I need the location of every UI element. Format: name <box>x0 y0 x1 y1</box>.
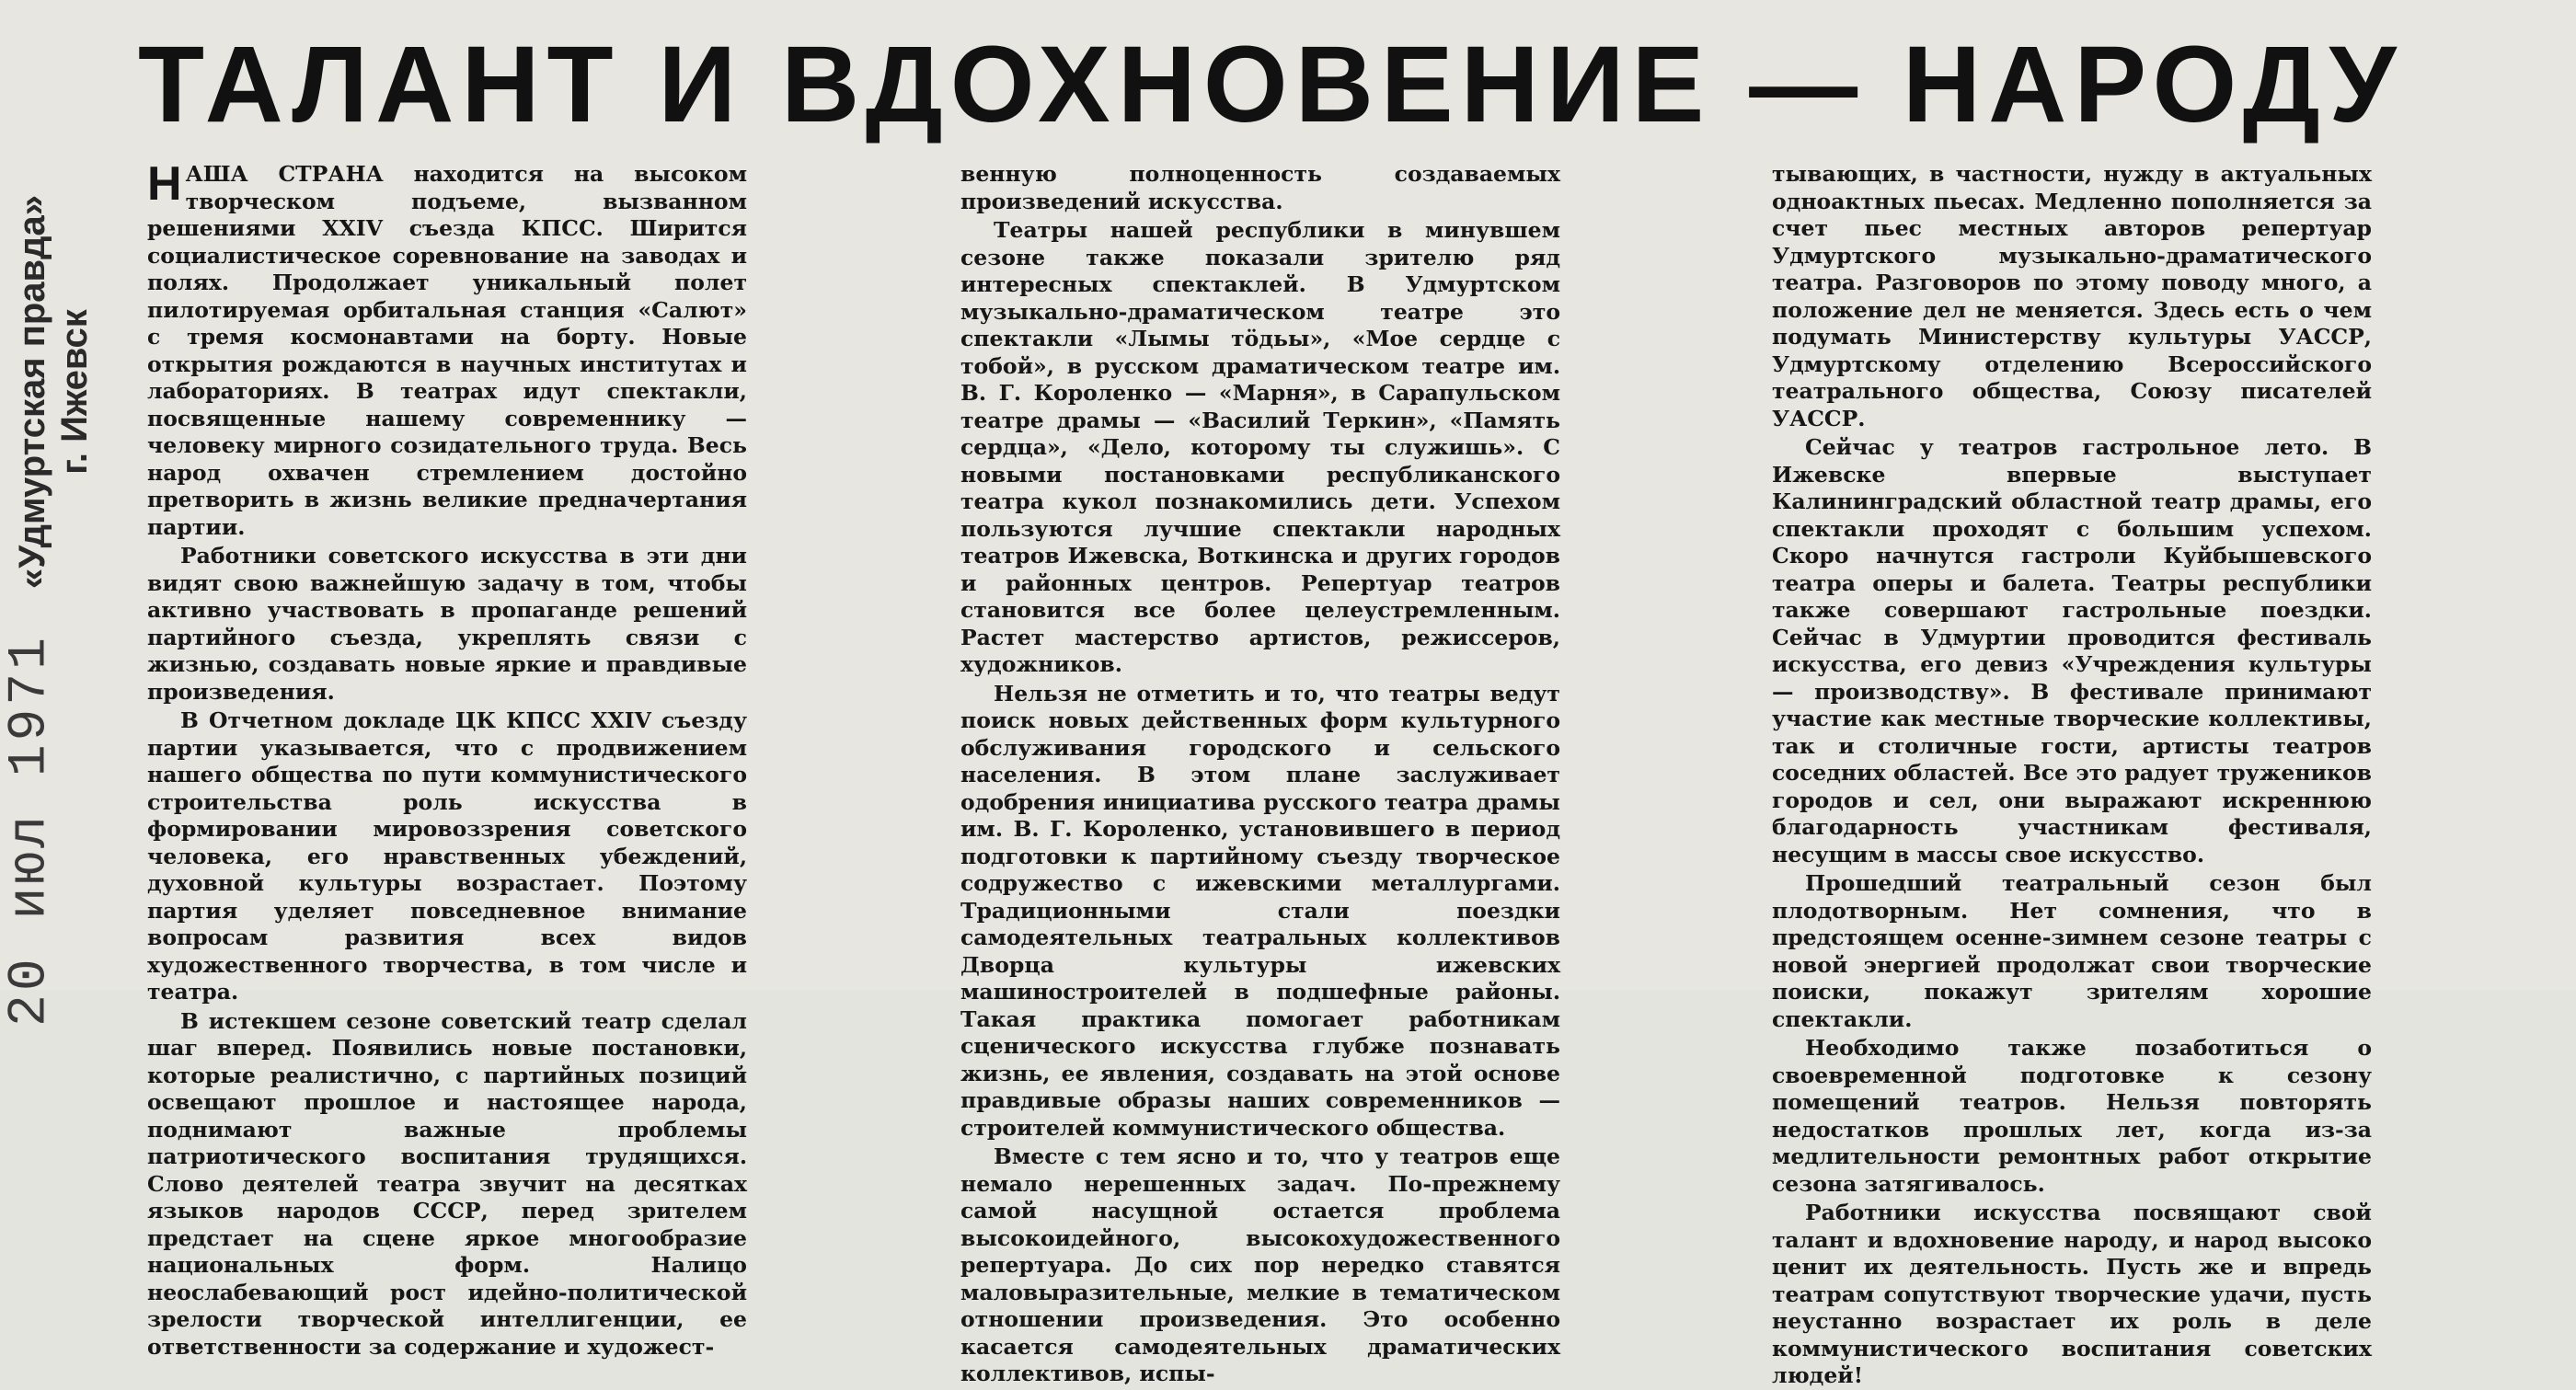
paragraph: Нельзя не отметить и то, что театры ведут поиск новых действенных форм культурного обслуживания городского и сельского населения. В этом плане заслуживает одобрения инициатива русского театра драмы им. В. Г. Короленко, установившего в период подготовки к партийному съезду творческое содружество с ижевскими металлургами. Традиционными стали поездки самодеятельных театральных коллективов Дворца культуры ижевских машиностроителей в подшефные районы. Такая практика помогает работникам сценического искусства глубже познавать жизнь, ее явления, создавать на этой основе правдивые образы наших современников — строителей коммунистического общества. <box>960 680 1560 1141</box>
drop-initial: Н <box>147 157 182 211</box>
paragraph: В истекшем сезоне советский театр сделал шаг вперед. Появились новые постановки, которые реалистично, с партийных позиций освещают прошлое и настоящее народа, поднимают важные проблемы патриотического воспитания трудящихся. Слово деятелей театра звучит на десятках языков народов СССР, перед зрителем предстает на сцене яркое многообразие национальных форм. Налицо неослабевающий рост идейно-политической зрелости творческой интеллигенции, ее ответственности за содержание и художест- <box>147 1007 747 1360</box>
column-1 <box>147 157 747 1360</box>
article-headline: ТАЛАНТ И ВДОХНОВЕНИЕ — НАРОДУ <box>138 24 2404 145</box>
article-body <box>147 157 2567 1388</box>
date-stamp: 20 июл 1971 <box>0 634 61 1027</box>
paragraph <box>147 157 747 541</box>
paragraph: Вместе с тем ясно и то, что у театров еще немало нерешенных задач. По-прежнему самой насущной остается проблема высокоидейного, высокохудожественного репертуара. До сих пор нередко ставятся маловыразительные, мелкие в тематическом отношении произведения. Это особенно касается самодеятельных драматических коллективов, испы- <box>960 1143 1560 1386</box>
column-3 <box>1772 161 2372 1388</box>
source-note <box>11 107 96 677</box>
paragraph: В Отчетном докладе ЦК КПСС XXIV съезду партии указывается, что с продвижением нашего общества по пути коммунистического строительства роль искусства в формировании мировоззрения советского человека, его нравственных убеждений, духовной культуры возрастает. Поэтому партия уделяет повседневное внимание вопросам развития всех видов художественного творчества, в том числе и театра. <box>147 707 747 1005</box>
paragraph: венную полноценность создаваемых произведений искусства. <box>960 161 1560 214</box>
clipping-margin <box>0 138 145 1027</box>
paragraph: Прошедший театральный сезон был плодотворным. Нет сомнения, что в предстоящем осенне-зимнем сезоне театры с новой энергией продолжат свои творческие поиски, покажут зрителям хорошие спектакли. <box>1772 870 2372 1032</box>
lead-caps: АША СТРАНА <box>185 161 384 187</box>
paragraph: Необходимо также позаботиться о своевременной подготовке к сезону помещений театров. Нельзя повторять недостатков прошлых лет, когда из-за медлительности ремонтных работ открытие сезона затягивалось. <box>1772 1035 2372 1197</box>
paragraph: Сейчас у театров гастрольное лето. В Ижевске впервые выступает Калининградский областной театр драмы, его спектакли проходят с большим успехом. Скоро начнутся гастроли Куйбышевского театра оперы и балета. Театры республики также совершают гастрольные поездки. Сейчас в Удмуртии проводится фестиваль искусства, его девиз «Учреждения культуры — производству». В фестивале принимают участие как местные творческие коллективы, так и столичные гости, артисты театров соседних областей. Все это радует тружеников городов и сел, они выражают искреннюю благодарность участникам фестиваля, несущим в массы свое искусство. <box>1772 434 2372 867</box>
source-city: г. Ижевск <box>54 309 95 475</box>
paragraph: Театры нашей республики в минувшем сезоне также показали зрителю ряд интересных спектаклей. В Удмуртском музыкально-драматическом театре это спектакли «Лымы тӧдьы», «Мое сердце с тобой», в русском драматическом театре им. В. Г. Короленко — «Марня», в Сарапульском театре драмы — «Василий Теркин», «Память сердца», «Дело, которому ты служишь». С новыми постановками республиканского театра кукол познакомились дети. Успехом пользуются лучшие спектакли народных театров Ижевска, Воткинска и других городов и районных центров. Репертуар театров становится все более целеустремленным. Растет мастерство артистов, режиссеров, художников. <box>960 217 1560 677</box>
paragraph-text: находится на высоком творческом подъеме, вызванном решениями XXIV съезда КПСС. Ширится социалистическое соревнование на заводах и полях. Продолжает уникальный полет пилотируемая орбитальная станция «Салют» с тремя космонавтами на борту. Новые открытия рождаются в научных институтах и лабораториях. В театрах идут спектакли, посвященные нашему современнику — человеку мирного созидательного труда. Весь народ охвачен стремлением достойно претворить в жизнь великие предначертания партии. <box>147 161 747 540</box>
paragraph: тывающих, в частности, нужду в актуальных одноактных пьесах. Медленно пополняется за счет пьес местных авторов репертуар Удмуртского музыкально-драматического театра. Разговоров по этому поводу много, а положение дел не меняется. Здесь есть о чем подумать Министерству культуры УАССР, Удмуртскому отделению Всероссийского театрального общества, Союзу писателей УАССР. <box>1772 161 2372 431</box>
source-newspaper: «Удмуртская правда» <box>12 194 52 590</box>
column-2 <box>960 161 1560 1386</box>
paragraph: Работники искусства посвящают свой талант и вдохновение народу, и народ высоко ценит их деятельность. Пусть же и впредь театрам сопутствуют творческие удачи, пусть неустанно возрастает их роль в деле коммунистического воспитания советских людей! <box>1772 1200 2372 1388</box>
paragraph: Работники советского искусства в эти дни видят свою важнейшую задачу в том, чтобы активно участвовать в пропаганде решений партийного съезда, укреплять связи с жизнью, создавать новые яркие и правдивые произведения. <box>147 543 747 705</box>
